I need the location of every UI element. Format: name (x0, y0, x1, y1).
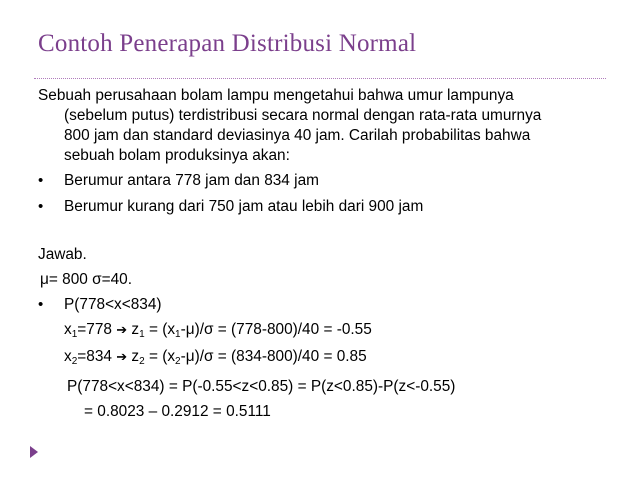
bullet-icon: • (38, 198, 44, 215)
bullet-item-1: Berumur antara 778 jam dan 834 jam (64, 172, 319, 189)
arrow-right-icon: ➔ (116, 322, 128, 337)
z2-mid-sub: 2 (175, 356, 181, 367)
bullet-icon: • (38, 172, 44, 189)
slide-title: Contoh Penerapan Distribusi Normal (38, 30, 417, 57)
result-line: P(778<x<834) = P(-0.55<z<0.85) = P(z<0.85)-P(z<-0.55) (67, 378, 456, 395)
z1-x-var: x (64, 321, 72, 338)
z1-rest: -μ)/σ = (778-800)/40 = -0.55 (180, 321, 372, 338)
z1-mid-sub: 1 (175, 329, 181, 340)
bullet-item-2: Berumur kurang dari 750 jam atau lebih dari 900 jam (64, 198, 424, 215)
problem-line-3: 800 jam dan standard deviasinya 40 jam. Carilah probabilitas bahwa (64, 127, 531, 144)
z2-x-var: x (64, 348, 72, 365)
z1-calculation (64, 321, 372, 339)
answer-probability: P(778<x<834) (64, 296, 162, 313)
z2-x-val: =834 (77, 348, 117, 365)
z1-x-sub: 1 (71, 329, 78, 340)
problem-line-2: (sebelum putus) terdistribusi secara normal dengan rata-rata umurnya (64, 107, 542, 124)
problem-line-4: sebuah bolam produksinya akan: (64, 147, 290, 164)
parameters: μ= 800 σ=40. (40, 271, 132, 288)
final-line: = 0.8023 – 0.2912 = 0.5111 (84, 403, 271, 420)
answer-label: Jawab. (38, 246, 87, 263)
z2-calculation (64, 348, 367, 366)
z1-z-var: z (127, 321, 140, 338)
z2-z-var: z (127, 348, 140, 365)
title-divider (34, 78, 606, 79)
corner-triangle-icon (30, 446, 38, 458)
bullet-icon: • (38, 296, 44, 313)
arrow-right-icon: ➔ (116, 349, 128, 364)
z1-x-val: =778 (77, 321, 117, 338)
z2-z-sub: 2 (139, 356, 145, 367)
z1-mid: = (x (144, 321, 176, 338)
z1-z-sub: 1 (139, 329, 145, 340)
z2-rest: -μ)/σ = (834-800)/40 = 0.85 (180, 348, 367, 365)
problem-line-1: Sebuah perusahaan bolam lampu mengetahui bahwa umur lampunya (38, 87, 514, 104)
z2-mid: = (x (144, 348, 176, 365)
z2-x-sub: 2 (71, 356, 78, 367)
